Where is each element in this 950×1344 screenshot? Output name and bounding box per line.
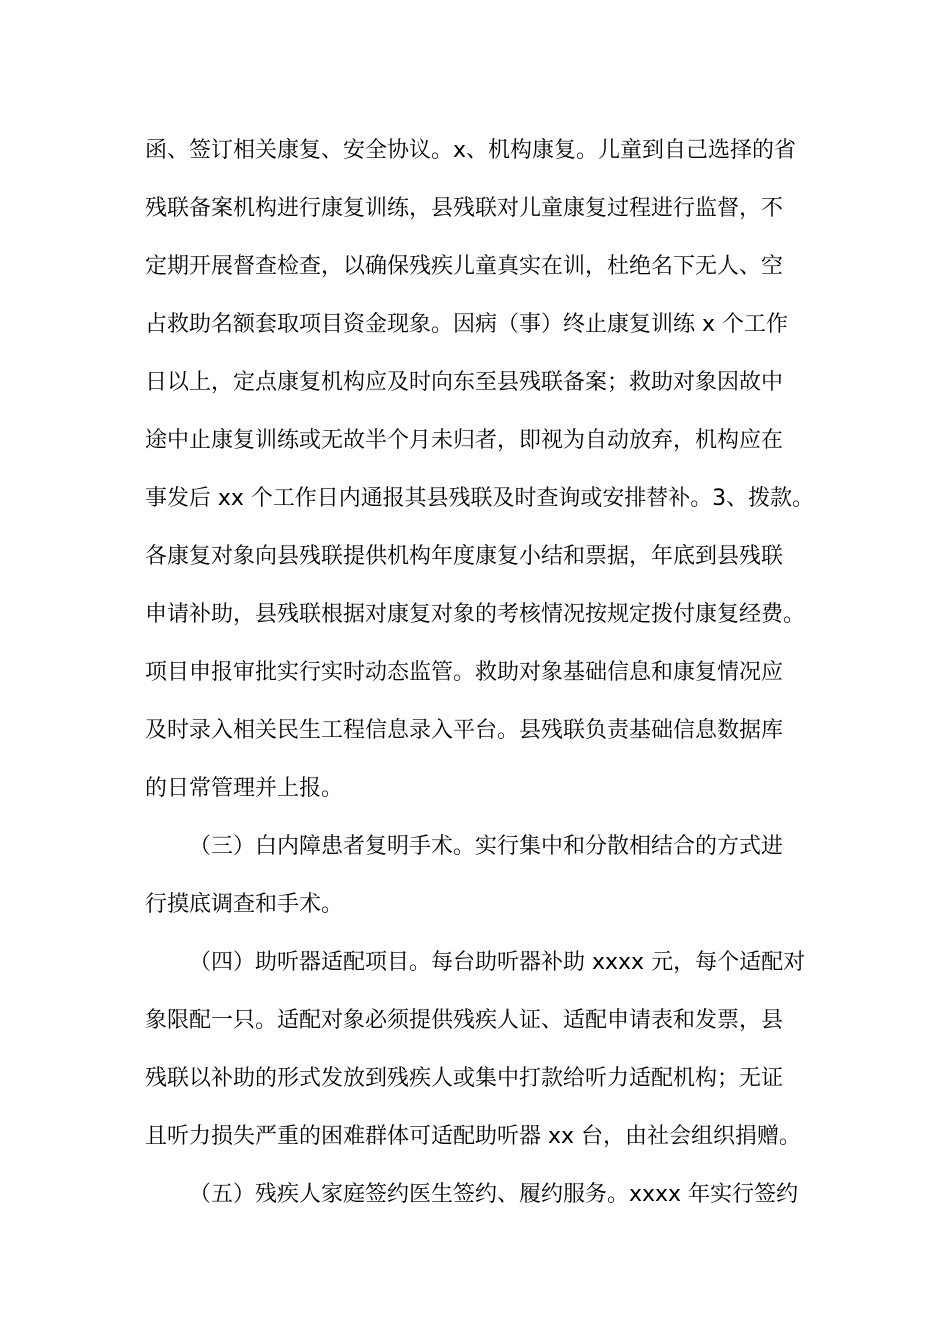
body-text-line: 残联备案机构进行康复训练，县残联对儿童康复过程进行监督，不 <box>145 196 784 221</box>
body-text-line: 函、签订相关康复、安全协议。x、机构康复。儿童到自己选择的省 <box>145 138 797 163</box>
body-text-line: 残联以补助的形式发放到残疾人或集中打款给听力适配机构；无证 <box>145 1066 784 1091</box>
body-text-line: 占救助名额套取项目资金现象。因病（事）终止康复训练 x 个工作 <box>145 312 789 337</box>
body-text-line: 的日常管理并上报。 <box>145 776 344 801</box>
section-heading-line: （四）助听器适配项目。每台助听器补助 xxxx 元，每个适配对 <box>189 950 806 975</box>
body-text-line: 且听力损失严重的困难群体可适配助听器 xx 台，由社会组织捐赠。 <box>145 1124 802 1149</box>
body-text-line: 项目申报审批实行实时动态监管。救助对象基础信息和康复情况应 <box>145 660 784 685</box>
body-text-line: 行摸底调查和手术。 <box>145 892 344 917</box>
body-text-line: 途中止康复训练或无故半个月未归者，即视为自动放弃，机构应在 <box>145 428 784 453</box>
section-heading-line: （五）残疾人家庭签约医生签约、履约服务。xxxx 年实行签约 <box>189 1182 799 1207</box>
body-text-line: 申请补助，县残联根据对康复对象的考核情况按规定拨付康复经费。 <box>145 602 806 627</box>
body-text-line: 日以上，定点康复机构应及时向东至县残联备案；救助对象因故中 <box>145 370 784 395</box>
body-text-line: 各康复对象向县残联提供机构年度康复小结和票据，年底到县残联 <box>145 544 784 569</box>
body-text-line: 象限配一只。适配对象必须提供残疾人证、适配申请表和发票，县 <box>145 1008 784 1033</box>
body-text-line: 及时录入相关民生工程信息录入平台。县残联负责基础信息数据库 <box>145 718 784 743</box>
section-heading-line: （三）白内障患者复明手术。实行集中和分散相结合的方式进 <box>189 834 784 859</box>
body-text-line: 事发后 xx 个工作日内通报其县残联及时查询或安排替补。3、拨款。 <box>145 486 815 511</box>
body-text-line: 定期开展督查检查，以确保残疾儿童真实在训，杜绝名下无人、空 <box>145 254 784 279</box>
